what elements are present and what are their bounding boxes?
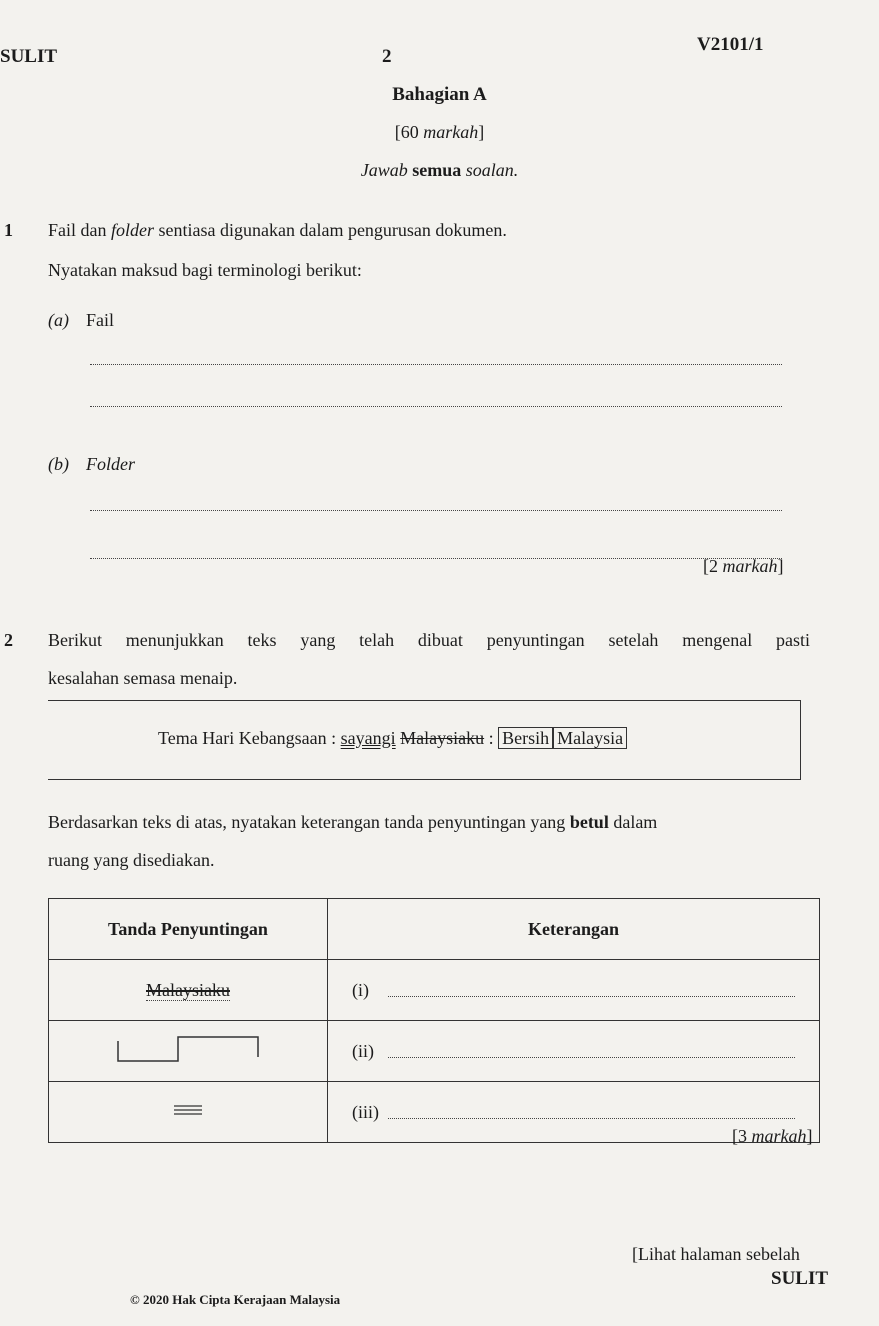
col-header-mark: Tanda Penyuntingan — [49, 899, 328, 960]
q1a-text: Fail — [86, 310, 115, 330]
q1-intro: Fail dan folder sentiasa digunakan dalam pengurusan dokumen. — [48, 220, 507, 240]
table-row — [49, 960, 820, 1021]
footer-turn-page: [Lihat halaman sebelah — [632, 1244, 800, 1264]
q1-prompt: Nyatakan maksud bagi terminologi berikut: — [48, 260, 362, 280]
q2-intro-line1: Berikut menunjukkan teks yang telah dibuat penyuntingan setelah mengenal pasti — [48, 630, 810, 650]
q2-marks: [3 markah] — [732, 1126, 813, 1146]
header-sulit: SULIT — [0, 46, 58, 67]
answer-cell-ii[interactable]: (ii) — [328, 1021, 820, 1082]
transpose-bracket-icon — [108, 1031, 268, 1067]
edited-text-sample: Tema Hari Kebangsaan : sayangi Malaysiaku : Bersih Malaysia — [158, 728, 627, 749]
answer-cell-i[interactable]: (i) — [328, 960, 820, 1021]
triple-underline-icon — [168, 1100, 208, 1120]
table-row — [49, 1082, 820, 1143]
q2-intro-line2: kesalahan semasa menaip. — [48, 668, 238, 688]
q1b-text: Folder — [86, 454, 135, 474]
q1b-label: (b) — [48, 454, 69, 474]
page-number: 2 — [382, 46, 392, 67]
mark-strikethrough: Malaysiaku — [49, 960, 328, 1021]
q1-number: 1 — [4, 220, 13, 240]
q1a-label: (a) — [48, 310, 69, 330]
q1a-answer-line-2[interactable] — [90, 406, 782, 407]
footer-sulit: SULIT — [771, 1268, 829, 1289]
q2-number: 2 — [4, 630, 13, 650]
q2-instruction-line1: Berdasarkan teks di atas, nyatakan keterangan tanda penyuntingan yang betul dalam — [48, 812, 658, 832]
q1b-answer-line-1[interactable] — [90, 510, 782, 511]
section-marks: [60 markah] — [394, 122, 485, 142]
editing-marks-table — [48, 898, 820, 1143]
mark-triple-underline — [49, 1082, 328, 1143]
paper-code: V2101/1 — [697, 34, 764, 55]
table-row — [49, 1021, 820, 1082]
q1-marks: [2 markah] — [703, 556, 784, 576]
q1b-answer-line-2[interactable] — [90, 558, 782, 559]
section-instruction: Jawab semua soalan. — [360, 160, 519, 180]
edited-text-box — [48, 700, 801, 780]
q1a-answer-line-1[interactable] — [90, 364, 782, 365]
q2-instruction-line2: ruang yang disediakan. — [48, 850, 215, 870]
footer-copyright: © 2020 Hak Cipta Kerajaan Malaysia — [130, 1292, 341, 1307]
col-header-description: Keterangan — [328, 899, 820, 960]
answer-cell-iii[interactable]: (iii) — [328, 1082, 820, 1143]
mark-space-bracket — [49, 1021, 328, 1082]
section-title: Bahagian A — [392, 84, 487, 105]
